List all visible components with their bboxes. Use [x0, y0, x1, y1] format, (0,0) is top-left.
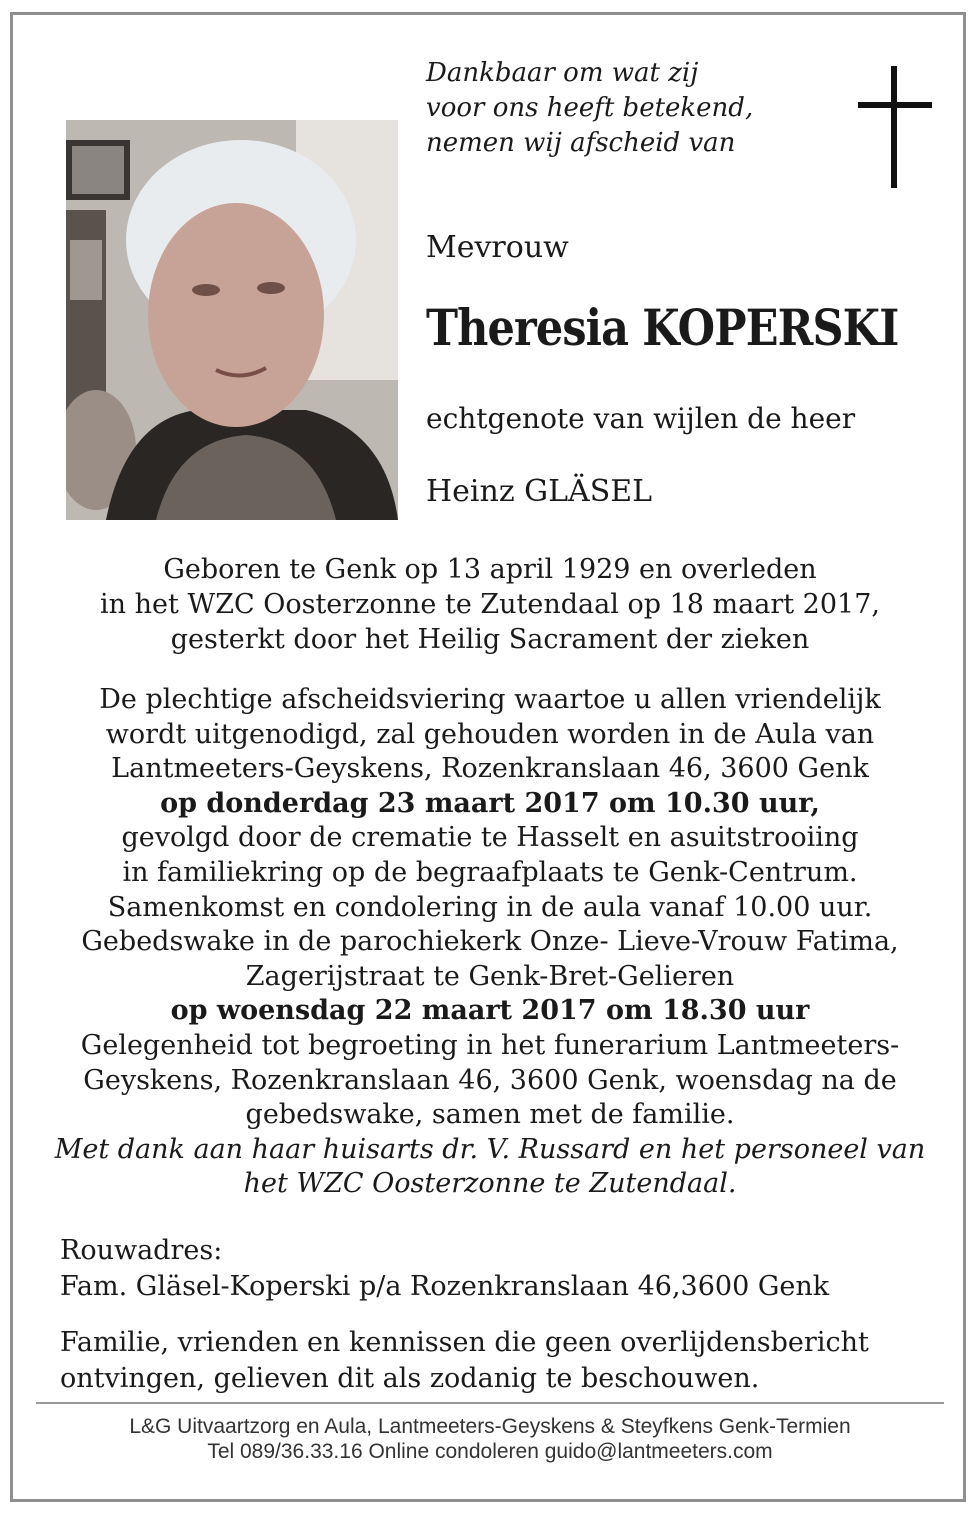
footer-divider [36, 1402, 944, 1404]
latin-cross-icon [858, 66, 932, 188]
mourning-address [60, 1233, 829, 1305]
birth-death-text [40, 552, 940, 657]
honorific: Mevrouw [426, 230, 569, 265]
text-line: gebedswake, samen met de familie. [245, 1099, 735, 1131]
text-line: Geboren te Genk op 13 april 1929 en overleden [163, 554, 817, 585]
text-line: De plechtige afscheidsviering waartoe u allen vriendelijk [99, 684, 881, 715]
text-line: gesterkt door het Heilig Sacrament der zieken [170, 624, 810, 655]
footer-line: Tel 089/36.33.16 Online condoleren guido@lantmeeters.com [207, 1440, 773, 1463]
portrait-photo [66, 120, 398, 520]
vigil-date: op woensdag 22 maart 2017 om 18.30 uur [170, 995, 810, 1027]
text-line: Samenkomst en condolering in de aula vanaf 10.00 uur. [107, 891, 873, 923]
text-line: Gelegenheid tot begroeting in het funerarium Lantmeeters- [80, 1029, 900, 1061]
thanks-line: Met dank aan haar huisarts dr. V. Russard en het personeel van [54, 1133, 926, 1165]
spouse-name: Heinz GLÄSEL [426, 474, 653, 509]
text-line: Gebedswake in de parochiekerk Onze- Lieve-Vrouw Fatima, [81, 926, 899, 958]
text-line: Zagerijstraat te Genk-Bret-Gelieren [245, 960, 735, 992]
text-line: in het WZC Oosterzonne te Zutendaal op 18 maart 2017, [100, 589, 880, 620]
footer [36, 1414, 944, 1464]
text-line: in familiekring op de begraafplaats te Genk-Centrum. [122, 856, 858, 888]
address-line: Fam. Gläsel-Koperski p/a Rozenkranslaan 46,3600 Genk [60, 1271, 830, 1302]
deceased-name: Theresia KOPERSKI [426, 298, 899, 357]
opening-quote [426, 56, 753, 161]
quote-line: voor ons heeft betekend, [426, 93, 754, 123]
text-line: wordt uitgenodigd, zal gehouden worden in de Aula van [105, 718, 875, 750]
text-line: ontvingen, gelieven dit als zodanig te beschouwen. [60, 1363, 760, 1394]
thanks-line: het WZC Oosterzonne te Zutendaal. [243, 1168, 737, 1200]
ceremony-date: op donderdag 23 maart 2017 om 10.30 uur, [160, 787, 820, 819]
address-label: Rouwadres: [60, 1235, 223, 1266]
ceremony-text [40, 683, 940, 1202]
relation-text: echtgenote van wijlen de heer [426, 402, 856, 435]
text-line: gevolgd door de crematie te Hasselt en asuitstrooiing [121, 822, 859, 854]
quote-line: Dankbaar om wat zij [426, 58, 699, 88]
quote-line: nemen wij afscheid van [426, 128, 736, 158]
text-line: Lantmeeters-Geyskens, Rozenkranslaan 46, 3600 Genk [111, 753, 869, 785]
text-line: Familie, vrienden en kennissen die geen overlijdensbericht [60, 1327, 869, 1358]
text-line: Geyskens, Rozenkranslaan 46, 3600 Genk, woensdag na de [83, 1064, 897, 1096]
notice-note [60, 1325, 869, 1397]
footer-line: L&G Uitvaartzorg en Aula, Lantmeeters-Geyskens & Steyfkens Genk-Termien [129, 1415, 851, 1438]
